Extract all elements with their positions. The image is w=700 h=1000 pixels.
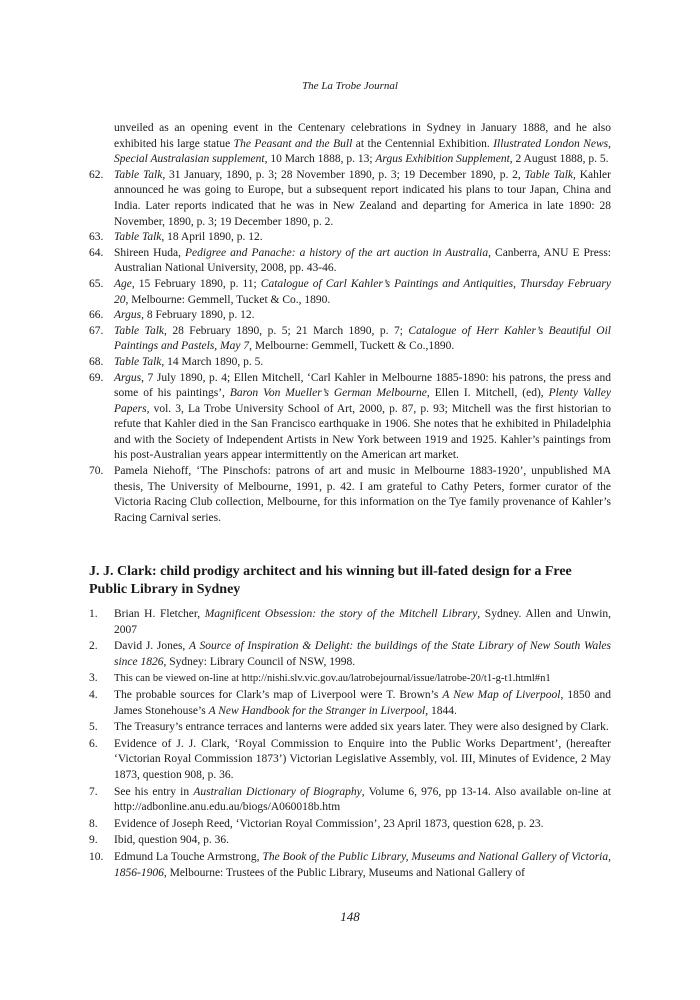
endnote	[89, 308, 611, 324]
endnote-fragment: Melbourne: Trustees of the Public Library, Museums and National Gallery of	[166, 866, 525, 879]
endnote	[89, 688, 611, 719]
endnote-text	[114, 355, 611, 371]
page-number: 148	[340, 909, 360, 924]
endnote-text	[114, 230, 611, 246]
endnote-fragment: Brian H. Fletcher,	[114, 608, 205, 620]
endnote	[89, 671, 611, 687]
endnote	[89, 785, 611, 816]
endnote-number: 69.	[89, 371, 104, 384]
endnote-fragment: David J. Jones,	[114, 640, 190, 653]
endnote-text	[114, 639, 611, 670]
endnote-fragment: , Melbourne: Gemmell, Tucket & Co., 1890.	[125, 293, 331, 306]
endnote-text	[114, 607, 611, 638]
endnote-fragment: , 28 February 1890, p. 5; 21 March 1890, p. 7;	[164, 324, 409, 337]
endnote-text	[114, 371, 611, 465]
endnote-fragment: The probable sources for Clark’s map of Liverpool were T. Brown’s	[114, 688, 443, 701]
endnote-fragment: ,	[608, 137, 611, 150]
endnote-fragment: , 15 February 1890, p. 11;	[131, 277, 261, 290]
endnote-number: 64.	[89, 246, 104, 259]
endnote	[89, 720, 611, 736]
italic-title: Special Australasian supplement	[114, 153, 265, 166]
endnote	[89, 607, 611, 638]
endnote-text	[114, 688, 611, 719]
endnote-fragment: , Canberra, ANU E Press: Australian National University, 2008, pp. 43-46.	[114, 246, 611, 275]
endnote-fragment: , Melbourne: Gemmell, Tuckett & Co.,1890.	[249, 340, 455, 353]
endnote-fragment: Shireen Huda,	[114, 246, 186, 259]
italic-title: Argus	[114, 371, 142, 384]
endnote-number: 62.	[89, 168, 104, 181]
italic-title: A New Map of Liverpool	[442, 688, 561, 701]
endnote-number: 6.	[89, 737, 98, 750]
italic-title: Baron Von Mueller’s German Melbourne	[229, 387, 427, 400]
italic-title: Illustrated London News	[493, 137, 609, 150]
endnote-text	[114, 720, 611, 736]
endnote-number: 63.	[89, 231, 104, 244]
endnote-number: 1.	[89, 608, 98, 620]
endnote	[89, 121, 611, 168]
endnote-number: 5.	[89, 721, 98, 734]
endnote-text	[114, 464, 611, 526]
italic-title: The Book of the Public Library, Museums and National Gallery of Victoria, 1856-1906,	[114, 850, 611, 879]
endnote-fragment: This can be viewed on-line at http://nishi.slv.vic.gov.au/latrobejournal/issue/latrobe-20/t1-g-t1.html#n1	[114, 673, 551, 685]
endnote-number: 3.	[89, 672, 98, 685]
endnote-number: 9.	[89, 834, 98, 847]
endnote-text	[114, 121, 611, 168]
endnote-number: 66.	[89, 309, 104, 322]
italic-title: Table Talk	[114, 355, 162, 368]
endnote-text	[114, 168, 611, 230]
italic-title: Table Talk	[114, 168, 163, 181]
endnote-fragment: Evidence of Joseph Reed, ‘Victorian Royal Commission’, 23 April 1873, question 628, p. 23.	[114, 817, 544, 830]
endnote-fragment: , Volume 6, 976, pp 13-14. Also available on-line at http://adbonline.anu.edu.au/biogs/A060018b.htm	[114, 785, 611, 814]
endnote-fragment: See his entry in	[114, 785, 194, 798]
endnote-fragment: , Ellen I. Mitchell, (ed),	[426, 387, 549, 400]
endnote-fragment: , 14 March 1890, p. 5.	[161, 355, 264, 368]
endnote-number: 68.	[89, 355, 104, 368]
endnote-text	[114, 850, 611, 881]
endnote	[89, 371, 611, 465]
endnote-number: 2.	[89, 640, 98, 653]
endnote-fragment: , 2 August 1888, p. 5.	[509, 153, 609, 166]
endnote	[89, 355, 611, 371]
endnote-fragment: , Sydney: Library Council of NSW, 1998.	[163, 655, 356, 668]
endnote-number: 4.	[89, 688, 98, 701]
endnote-number: 8.	[89, 817, 98, 830]
endnote-fragment: , vol. 3, La Trobe University School of Art, 2000, p. 87, p. 93; Mitchell was the first historian to refute that Kahler died in the San Francisco earthquake in 1906. She notes that he exhibited in Philadelphia and with the Society of Independent Artists in New York between 1919 and 1925. Kahler’s paintings from his post-Australian years appear intermittently on the American art market.	[114, 402, 611, 462]
italic-title: Pedigree and Panache: a history of the art auction in Australia	[185, 246, 489, 259]
endnote-fragment: , 10 March 1888, p. 13;	[264, 153, 376, 166]
endnote	[89, 817, 611, 833]
italic-title: A Source of Inspiration & Delight: the buildings of the State Library of New South Wales since 1826	[114, 640, 611, 668]
endnote-number: 70.	[89, 465, 104, 478]
endnote-number	[89, 121, 114, 168]
endnote-text	[114, 308, 611, 324]
endnote-fragment: unveiled as an opening event in the Centenary celebrations in Sydney in January 1888, and he also exhibited his large statue	[114, 122, 611, 150]
endnote-fragment: , 31 January, 1890, p. 3; 28 November 1890, p. 3; 19 December 1890, p. 2,	[162, 168, 525, 181]
endnote-text	[114, 737, 611, 784]
endnote-text	[114, 277, 611, 308]
endnote-fragment: , 18 April 1890, p. 12.	[161, 231, 263, 244]
endnote-fragment: Pamela Niehoff, ‘The Pinschofs: patrons of art and music in Melbourne 1883-1920’, unpublished MA thesis, The University of Melbourne, 1991, p. 42. I am grateful to Cathy Peters, former curator of the Victoria Racing Club collection, Melbourne, for this information on the Tye family provenance of Kahler’s Racing Carnival series.	[114, 465, 611, 524]
italic-title: Catalogue of Herr Kahler’s Beautiful Oil Paintings and Pastels, May 7	[114, 324, 611, 353]
italic-title: Australian Dictionary of Biography	[193, 785, 362, 798]
endnote	[89, 737, 611, 784]
italic-title: Magnificent Obsession: the story of the Mitchell Library	[204, 608, 478, 620]
endnote	[89, 246, 611, 277]
italic-title: Table Talk	[114, 324, 164, 337]
italic-title: Table Talk	[524, 168, 573, 181]
endnote-number: 67.	[89, 324, 104, 337]
italic-title: Argus	[114, 309, 142, 322]
endnote	[89, 464, 611, 526]
italic-title: Age	[114, 277, 132, 290]
endnote-number: 7.	[89, 785, 98, 798]
endnote	[89, 277, 611, 308]
endnote-fragment: Ibid, question 904, p. 36.	[114, 834, 229, 847]
italic-title: The Peasant and the Bull	[233, 137, 353, 150]
endnote-text	[114, 671, 611, 687]
endnote-fragment: , Sydney. Allen and Unwin, 2007	[114, 608, 612, 636]
endnote-fragment: ,	[513, 277, 521, 290]
endnote-text	[114, 246, 611, 277]
section-endnotes-list	[89, 607, 611, 882]
italic-title: Thursday February 20	[114, 277, 611, 306]
endnote	[89, 168, 611, 230]
italic-title: A New Handbook for the Stranger in Liverpool	[208, 704, 426, 717]
endnote-fragment: , Kahler announced he was going to Europe, but a subsequent report indicated his plans to tour Japan, China and India. Later reports indicated that he was in New Zealand and departing for America in late 1890: 28 November, 1890, p. 3; 19 December 1890, p. 2.	[114, 168, 611, 228]
italic-title: Catalogue of Carl Kahler’s Paintings and Antiquities	[260, 277, 514, 290]
endnote	[89, 850, 611, 881]
running-head: The La Trobe Journal	[302, 80, 398, 92]
endnote	[89, 230, 611, 246]
endnote	[89, 833, 611, 849]
endnote-fragment: , 1844.	[425, 704, 457, 717]
endnotes-list	[89, 121, 611, 526]
endnote-number: 10.	[89, 850, 104, 863]
italic-title: Plenty Valley Papers	[114, 387, 611, 415]
endnote-text	[114, 833, 611, 849]
endnote-fragment: Evidence of J. J. Clark, ‘Royal Commission to Enquire into the Public Works Department’, (hereafter ‘Victorian Royal Commission 1873’) Victorian Legislative Assembly, vol. III, Minutes of Evidence, 2 May 1873, question 908, p. 36.	[114, 737, 611, 781]
endnote	[89, 639, 611, 670]
section-heading: J. J. Clark: child prodigy architect and his winning but ill-fated design for a Free Public Library in Sydney	[89, 564, 572, 597]
endnote-text	[114, 324, 611, 355]
endnote-fragment: at the Centennial Exhibition.	[352, 137, 494, 150]
endnote-fragment: , 7 July 1890, p. 4; Ellen Mitchell, ‘Carl Kahler in Melbourne 1885-1890: his patrons, the press and some of his paintings’,	[114, 371, 611, 400]
endnote-fragment: Edmund La Touche Armstrong,	[114, 850, 263, 863]
italic-title: Table Talk	[114, 231, 162, 244]
endnote-fragment: , 8 February 1890, p. 12.	[141, 309, 255, 322]
endnote	[89, 324, 611, 355]
endnote-fragment: The Treasury’s entrance terraces and lanterns were added six years later. They were also designed by Clark.	[114, 721, 609, 734]
endnote-text	[114, 785, 611, 816]
endnote-number: 65.	[89, 277, 104, 290]
endnote-fragment: , 1850 and James Stonehouse’s	[114, 688, 611, 717]
endnote-text	[114, 817, 611, 833]
italic-title: Argus Exhibition Supplement	[375, 153, 510, 166]
